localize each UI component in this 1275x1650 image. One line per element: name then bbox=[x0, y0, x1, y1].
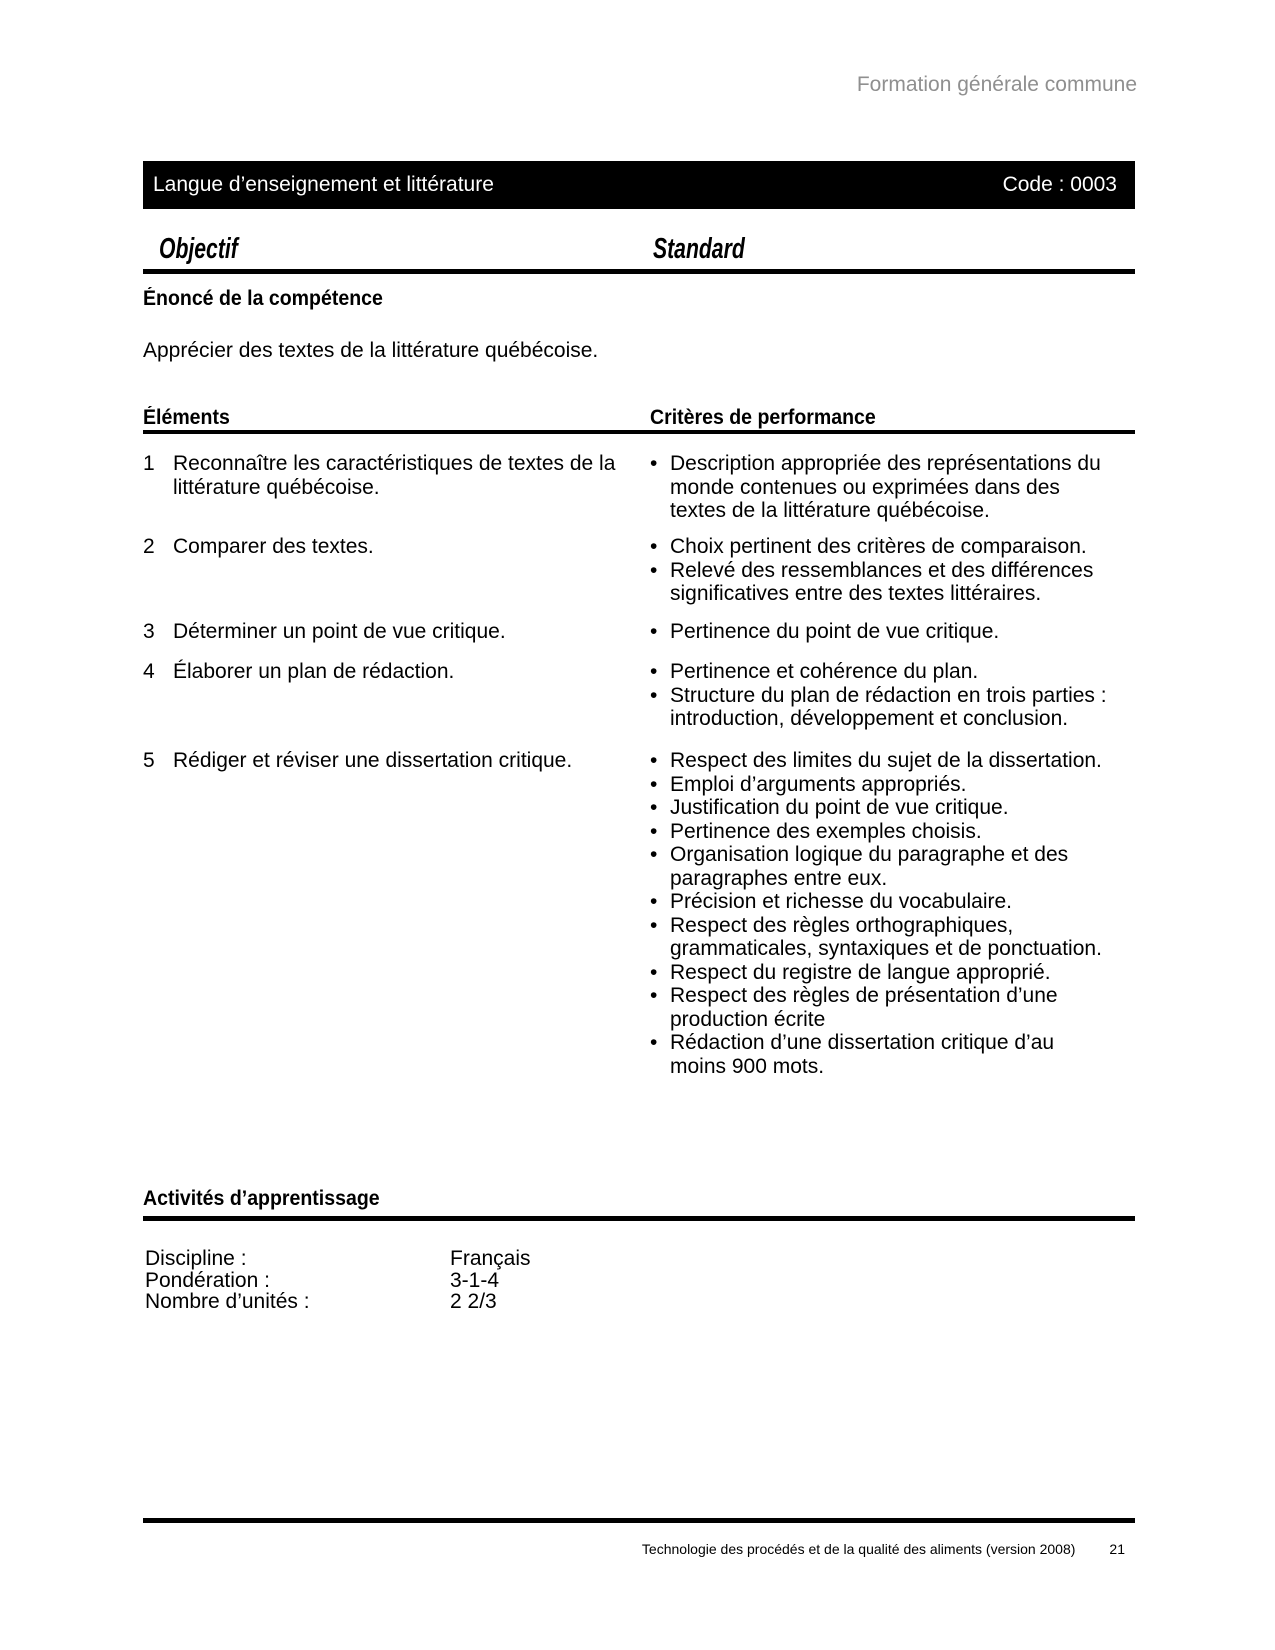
divider-rule bbox=[143, 430, 1135, 434]
field-value: Français bbox=[450, 1247, 531, 1270]
field-value: 2 2/3 bbox=[450, 1290, 497, 1313]
criteria-list bbox=[648, 452, 1110, 523]
criterion-item: • Relevé des ressemblances et des différences significatives entre des textes littéraires. bbox=[648, 559, 1110, 606]
field-row bbox=[145, 1248, 531, 1270]
criterion-item: • Pertinence et cohérence du plan. bbox=[648, 660, 1110, 684]
course-title: Langue d’enseignement et littérature bbox=[153, 173, 494, 196]
element-number: 4 bbox=[143, 660, 155, 683]
criterion-item: • Respect des règles orthographiques, grammaticales, syntaxiques et de ponctuation. bbox=[648, 914, 1110, 961]
criteria-cell bbox=[648, 452, 1110, 523]
course-title-bar bbox=[143, 161, 1135, 209]
element-number: 1 bbox=[143, 452, 155, 475]
competence-statement: Apprécier des textes de la littérature québécoise. bbox=[143, 339, 599, 362]
objectif-standard-header bbox=[143, 233, 1135, 265]
page-footer bbox=[642, 1541, 1125, 1557]
criteria-cell bbox=[648, 749, 1110, 1078]
element-text: Déterminer un point de vue critique. bbox=[173, 620, 506, 643]
page-number: 21 bbox=[1109, 1541, 1125, 1557]
footer-text: Technologie des procédés et de la qualité des aliments (version 2008) bbox=[641, 1541, 1076, 1557]
criteria-list bbox=[648, 749, 1110, 1078]
criteria-list bbox=[648, 660, 1110, 731]
field-label: Discipline : bbox=[145, 1247, 247, 1270]
element-text: Comparer des textes. bbox=[173, 535, 374, 558]
footer-rule bbox=[143, 1518, 1135, 1523]
criterion-item: • Respect des règles de présentation d’une production écrite bbox=[648, 984, 1110, 1031]
element-cell bbox=[143, 535, 628, 559]
criterion-item: • Précision et richesse du vocabulaire. bbox=[648, 890, 1110, 914]
course-code: Code : 0003 bbox=[1002, 173, 1117, 196]
element-cell bbox=[143, 452, 628, 499]
elements-column-header: Éléments bbox=[143, 406, 230, 429]
competence-heading: Énoncé de la compétence bbox=[143, 287, 383, 310]
criteria-cell bbox=[648, 620, 1110, 644]
criteria-list bbox=[648, 620, 1110, 644]
element-number: 2 bbox=[143, 535, 155, 558]
running-header: Formation générale commune bbox=[856, 73, 1137, 96]
objectif-heading: Objectif bbox=[159, 233, 238, 265]
criterion-item: • Emploi d’arguments appropriés. bbox=[648, 773, 1110, 797]
field-row bbox=[145, 1270, 531, 1292]
criterion-item: • Justification du point de vue critique. bbox=[648, 796, 1110, 820]
criterion-item: • Pertinence du point de vue critique. bbox=[648, 620, 1110, 644]
field-value: 3-1-4 bbox=[450, 1268, 500, 1292]
criterion-item: • Respect du registre de langue approprié. bbox=[648, 961, 1110, 985]
element-cell bbox=[143, 749, 628, 773]
element-number: 3 bbox=[143, 620, 155, 643]
activities-fields bbox=[145, 1248, 531, 1313]
criterion-item: • Rédaction d’une dissertation critique d’au moins 900 mots. bbox=[648, 1031, 1110, 1078]
element-number: 5 bbox=[143, 749, 155, 772]
element-text: Reconnaître les caractéristiques de textes de la littérature québécoise. bbox=[173, 452, 616, 499]
field-label: Nombre d’unités : bbox=[145, 1290, 310, 1313]
divider-rule bbox=[143, 269, 1135, 274]
criterion-item: • Choix pertinent des critères de comparaison. bbox=[648, 535, 1110, 559]
criteria-column-header: Critères de performance bbox=[650, 406, 876, 429]
standard-heading: Standard bbox=[653, 233, 745, 265]
activities-heading: Activités d’apprentissage bbox=[143, 1187, 380, 1210]
criteria-cell bbox=[648, 535, 1110, 606]
element-text: Élaborer un plan de rédaction. bbox=[173, 660, 455, 683]
field-row bbox=[145, 1291, 531, 1313]
element-cell bbox=[143, 660, 628, 684]
criteria-list bbox=[648, 535, 1110, 606]
criterion-item: • Structure du plan de rédaction en trois parties : introduction, développement et conclusion. bbox=[648, 684, 1110, 731]
criterion-item: • Description appropriée des représentations du monde contenues ou exprimées dans des textes de la littérature québécoise. bbox=[648, 452, 1110, 523]
divider-rule bbox=[143, 1216, 1135, 1221]
criterion-item: • Pertinence des exemples choisis. bbox=[648, 820, 1110, 844]
criterion-item: • Respect des limites du sujet de la dissertation. bbox=[648, 749, 1110, 773]
field-label: Pondération : bbox=[145, 1268, 270, 1292]
element-text: Rédiger et réviser une dissertation critique. bbox=[173, 749, 573, 772]
criterion-item: • Organisation logique du paragraphe et des paragraphes entre eux. bbox=[648, 843, 1110, 890]
element-cell bbox=[143, 620, 628, 644]
criteria-cell bbox=[648, 660, 1110, 731]
